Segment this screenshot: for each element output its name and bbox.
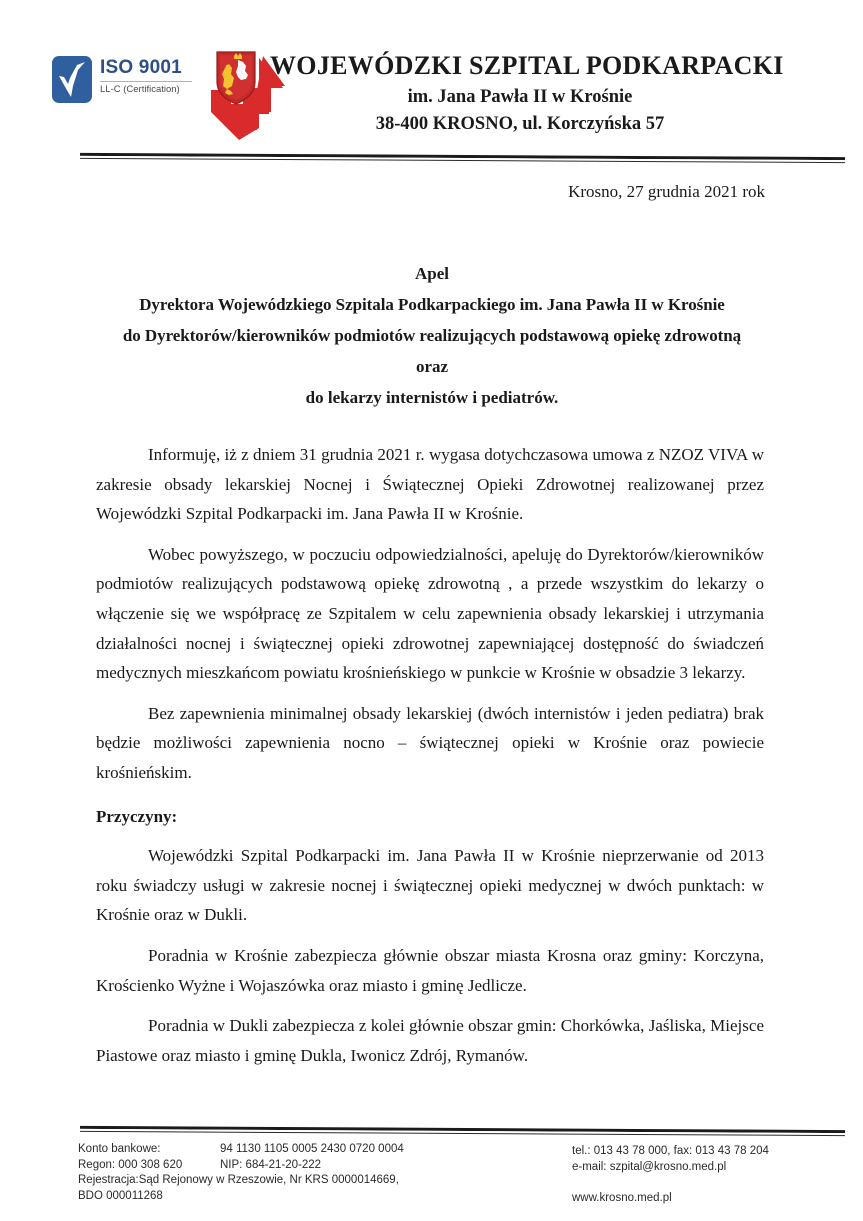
footer-bank-label: Konto bankowe:: [78, 1143, 161, 1155]
footer-phone-fax: tel.: 013 43 78 000, fax: 013 43 78 204: [572, 1145, 769, 1157]
organization-patron: im. Jana Pawła II w Krośnie: [407, 87, 633, 107]
footer-bank-value: 94 1130 1105 0005 2430 0720 0004: [220, 1143, 404, 1155]
iso-divider: [100, 81, 192, 82]
paragraph-6: Poradnia w Dukli zabezpiecza z kolei głównie obszar gmin: Chorkówka, Jaśliska, Miejsce Piastowe oraz miasto i gminę Dukla, Iwonicz Zdrój, Rymanów.: [96, 1016, 764, 1065]
footer-right-column: [572, 1144, 852, 1207]
organization-address: 38-400 KROSNO, ul. Korczyńska 57: [375, 114, 665, 134]
paragraph-1: Informuję, iż z dniem 31 grudnia 2021 r. wygasa dotychczasowa umowa z NZOZ VIVA w zakresie obsady lekarskiej Nocnej i Świątecznej Opieki Zdrowotnej realizowanej przez Wojewódzki Szpital Podkarpacki im. Jana Pawła II w Krośnie.: [96, 445, 764, 524]
organization-name-block: [270, 50, 784, 137]
paragraph-3: Bez zapewnienia minimalnej obsady lekarskiej (dwóch internistów i jeden pediatra) brak będzie możliwości zapewnienia nocno – świątecznej opieki w Krośnie oraz powiecie krośnieńskim.: [96, 703, 764, 782]
footer-email: e-mail: szpital@krosno.med.pl: [572, 1160, 727, 1173]
footer-divider: [80, 1126, 845, 1136]
title-line-oraz: oraz: [415, 357, 449, 376]
footer-website: www.krosno.med.pl: [572, 1192, 672, 1204]
section-heading-przyczyny: Przyczyny:: [96, 806, 178, 826]
iso-logo-text: [100, 57, 192, 96]
iso-standard-label: ISO 9001: [100, 57, 182, 78]
footer-regon-row: [78, 1158, 498, 1174]
footer-regon-label: Regon: 000 308 620: [78, 1158, 183, 1171]
footer: [0, 1142, 863, 1221]
iso-checkmark-icon: [52, 56, 92, 103]
appeal-title-block: [96, 258, 768, 413]
title-line-doctors: do lekarzy internistów i pediatrów.: [305, 388, 559, 407]
footer-registration: Rejestracja:Sąd Rejonowy w Rzeszowie, Nr KRS 0000014669,: [78, 1174, 399, 1186]
title-line-addressees: do Dyrektorów/kierowników podmiotów realizujących podstawową opiekę zdrowotną: [122, 326, 742, 345]
footer-spacer: [572, 1175, 852, 1191]
footer-left-column: [78, 1142, 498, 1204]
date-line: Krosno, 27 grudnia 2021 rok: [568, 182, 765, 201]
organization-name: WOJEWÓDZKI SZPITAL PODKARPACKI: [270, 51, 784, 80]
title-line-director: Dyrektora Wojewódzkiego Szpitala Podkarpackiego im. Jana Pawła II w Krośnie: [139, 295, 725, 314]
paragraph-2: Wobec powyższego, w poczuciu odpowiedzialności, apeluję do Dyrektorów/kierowników podmiotów realizujących podstawową opiekę zdrowotną , a przede wszystkim do lekarzy o włączenie się we współpracę ze Szpitalem w celu zapewnienia obsady lekarskiej i utrzymania działalności nocnej i świątecznej opieki zdrowotnej zapewniającej dostępność do świadczeń medycznych mieszkańcom powiatu krośnieńskiego w punkcie w Krośnie w obsadzie 3 lekarzy.: [96, 544, 764, 683]
document-body: [96, 440, 764, 1081]
iso-certifier-label: LL-C (Certification): [100, 84, 180, 95]
footer-bdo: BDO 000011268: [78, 1189, 163, 1202]
header-divider: [80, 153, 845, 163]
footer-nip-label: NIP: 684-21-20-222: [220, 1158, 322, 1171]
paragraph-5: Poradnia w Krośnie zabezpiecza głównie obszar miasta Krosna oraz gminy: Korczyna, Krościenko Wyżne i Wojaszówka oraz miasto i gminę Jedlicze.: [96, 945, 764, 995]
paragraph-4: Wojewódzki Szpital Podkarpacki im. Jana Pawła II w Krośnie nieprzerwanie od 2013 roku świadczy usługi w zakresie nocnej i świątecznej opieki medycznej w dwóch punktach: w Krośnie oraz w Dukli.: [96, 846, 764, 925]
iso-9001-logo: [52, 56, 192, 112]
footer-bank-row: [78, 1142, 498, 1158]
letterhead: [0, 0, 863, 152]
title-line-apel: Apel: [415, 264, 449, 283]
